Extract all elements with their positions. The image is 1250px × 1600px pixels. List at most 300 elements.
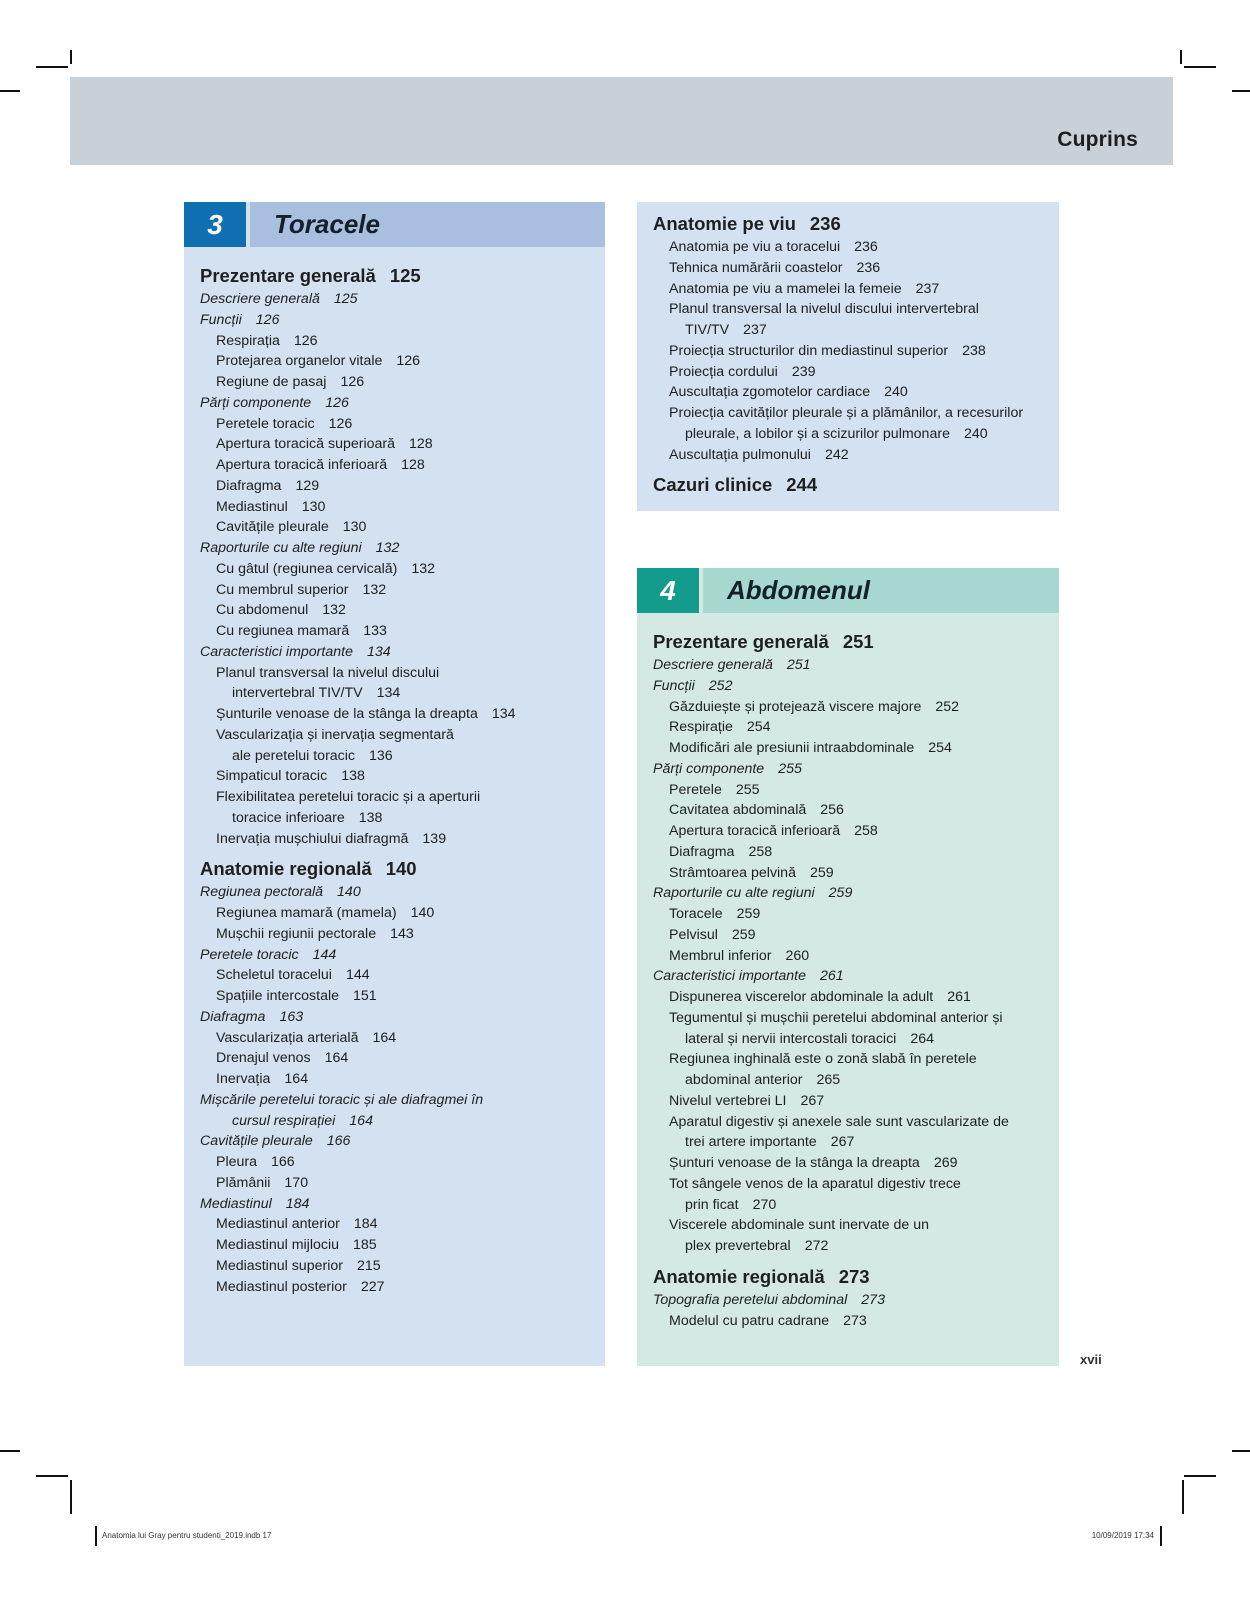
toc-entry-text: Membrul inferior	[669, 947, 772, 964]
toc-page-number: 151	[353, 988, 377, 1004]
toc-subsection	[653, 966, 1053, 987]
toc-entry-text: Apertura toracică inferioară	[669, 823, 841, 839]
toc-page-number: 164	[372, 1029, 397, 1046]
toc-entry-text: Anatomie pe viu	[653, 213, 796, 234]
toc-entry	[200, 924, 600, 945]
toc-entry	[653, 403, 1053, 424]
toc-entry-text: Șunturile venoase de la stânga la dreapta	[216, 706, 478, 722]
toc-entry-text: Nivelul vertebrei LI	[669, 1092, 787, 1109]
toc-page-number: 125	[389, 265, 421, 286]
toc-entry	[200, 559, 600, 580]
toc-page-number: 259	[731, 926, 756, 943]
toc-page-number: 259	[736, 906, 761, 922]
toc-entry-text: Proiecția cavităților pleurale și a plămânilor, a recesurilor	[669, 405, 1024, 421]
toc-page-number: 144	[312, 946, 337, 963]
toc-entry-text: Tehnica numărării coastelor	[669, 259, 843, 276]
toc-page-number: 258	[748, 843, 773, 860]
toc-entry-text: Scheletul toracelui	[216, 967, 332, 984]
toc-entry	[653, 717, 1053, 738]
toc-entry-text: Părți componente	[653, 760, 765, 777]
toc-entry-text: Protejarea organelor vitale	[216, 353, 383, 370]
toc-subsection	[200, 945, 600, 966]
toc-page-number: 184	[285, 1195, 310, 1212]
toc-page-number: 126	[293, 332, 318, 349]
toc-page-number: 185	[353, 1237, 377, 1253]
toc-entry	[653, 1153, 1053, 1174]
toc-entry	[200, 965, 600, 986]
toc-entry	[653, 1070, 1053, 1091]
toc-page-number: 126	[255, 311, 280, 328]
toc-subsection	[653, 676, 1053, 697]
toc-entry-text: ale peretelui toracic	[232, 747, 356, 764]
toc-page-number: 138	[341, 768, 365, 785]
toc-entry-text: Cu gâtul (regiunea cervicală)	[216, 560, 398, 577]
toc-entry	[200, 1069, 600, 1090]
toc-entry	[200, 517, 600, 538]
toc-page-number: 240	[963, 425, 988, 442]
toc-entry	[653, 1112, 1053, 1133]
toc-entry-text: Mediastinul	[216, 498, 288, 515]
crop-mark	[70, 1480, 72, 1514]
toc-entry	[653, 320, 1053, 341]
toc-entry-text: Cu membrul superior	[216, 581, 349, 598]
toc-entry-text: Plămânii	[216, 1174, 271, 1191]
crop-mark	[95, 1526, 97, 1546]
toc-entry	[653, 382, 1053, 403]
toc-page-number: 267	[800, 1092, 825, 1109]
toc-entry	[653, 1029, 1053, 1050]
toc-entry-text: Pleura	[216, 1154, 258, 1170]
toc-page-number: 254	[928, 740, 952, 756]
toc-page-number: 239	[791, 363, 816, 380]
crop-mark	[36, 66, 68, 68]
chapter-number: 4	[637, 568, 699, 613]
toc-page-number: 259	[828, 885, 853, 902]
toc-page-number: 270	[752, 1196, 777, 1213]
chapter-3-header	[184, 202, 605, 247]
toc-entry-text: Cazuri clinice	[653, 474, 773, 496]
chapter-3-toc	[200, 262, 600, 1297]
toc-entry-text: TIV/TV	[685, 322, 730, 338]
toc-page-number: 132	[322, 602, 346, 619]
toc-entry	[200, 1028, 600, 1049]
toc-entry-text: Auscultația zgomotelor cardiace	[669, 384, 871, 401]
toc-page-number: 267	[830, 1134, 855, 1151]
chapter-3-continued-toc	[653, 210, 1053, 498]
toc-page-number: 236	[809, 213, 841, 234]
toc-entry	[200, 1048, 600, 1069]
toc-page-number: 236	[854, 239, 878, 255]
toc-page-number: 126	[328, 415, 353, 432]
toc-entry-text: Mușchii regiunii pectorale	[216, 925, 377, 942]
toc-entry-text: cursul respirației	[232, 1112, 336, 1129]
toc-page-number: 132	[375, 540, 400, 556]
toc-entry-text: Regiunea mamară (mamela)	[216, 905, 397, 921]
toc-page-number: 258	[854, 823, 878, 839]
toc-entry-text: Mediastinul	[200, 1195, 272, 1212]
toc-section-heading	[200, 262, 600, 289]
footer-timestamp: 10/09/2019 17:34	[1091, 1531, 1154, 1540]
toc-page-number: 254	[746, 719, 771, 736]
toc-section-heading	[653, 1263, 1053, 1290]
toc-entry-text: intervertebral TIV/TV	[232, 685, 363, 702]
toc-page-number: 132	[362, 581, 387, 598]
toc-page-number: 273	[861, 1291, 885, 1308]
toc-entry-text: Mediastinul anterior	[216, 1216, 340, 1233]
toc-entry-text: Planul transversal la nivelul discului	[216, 664, 440, 681]
crop-mark	[70, 50, 72, 64]
toc-page-number: 129	[295, 477, 320, 494]
toc-entry	[200, 808, 600, 829]
toc-page-number: 126	[325, 394, 349, 411]
footer-file-info: Anatomia lui Gray pentru studenti_2019.indb 17	[102, 1531, 272, 1540]
toc-entry-text: prin ficat	[685, 1196, 739, 1213]
toc-entry-text: Aparatul digestiv și anexele sale sunt vascularizate de	[669, 1113, 1009, 1130]
toc-entry-text: Drenajul venos	[216, 1050, 311, 1067]
toc-page-number: 237	[915, 280, 940, 297]
toc-entry	[653, 821, 1053, 842]
toc-entry-text: Caracteristici importante	[653, 968, 806, 985]
toc-subsection	[200, 1111, 600, 1132]
toc-page-number: 251	[786, 657, 811, 673]
toc-entry	[200, 746, 600, 767]
toc-entry-text: Vascularizația și inervația segmentară	[216, 726, 454, 743]
toc-page-number: 140	[385, 858, 417, 880]
toc-page-number: 252	[935, 698, 960, 715]
toc-entry	[653, 738, 1053, 759]
toc-entry	[653, 925, 1053, 946]
toc-entry-text: Mediastinul superior	[216, 1257, 343, 1274]
toc-entry-text: lateral și nervii intercostali toracici	[685, 1030, 897, 1047]
toc-subsection	[653, 655, 1053, 676]
toc-entry-text: Inervația mușchiului diafragmă	[216, 830, 409, 847]
toc-page-number: 143	[390, 925, 414, 942]
toc-entry	[200, 766, 600, 787]
toc-page-number: 130	[342, 519, 367, 536]
chapter-title: Abdomenul	[703, 568, 1059, 613]
toc-subsection	[200, 1007, 600, 1028]
toc-page-number: 273	[838, 1265, 870, 1287]
toc-entry	[200, 331, 600, 352]
toc-entry-text: Inervația	[216, 1071, 271, 1087]
toc-entry	[653, 1195, 1053, 1216]
toc-page-number: 260	[785, 947, 810, 964]
toc-entry-text: Proiecția structurilor din mediastinul superior	[669, 342, 949, 359]
toc-entry-text: abdominal anterior	[685, 1072, 803, 1088]
toc-page-number: 125	[333, 291, 358, 307]
toc-page-number: 227	[360, 1278, 385, 1295]
toc-page-number: 261	[819, 968, 844, 985]
toc-page-number: 134	[491, 706, 516, 722]
toc-page-number: 265	[816, 1072, 841, 1088]
toc-entry	[200, 1235, 600, 1256]
toc-page-number: 166	[271, 1154, 295, 1170]
toc-entry	[200, 476, 600, 497]
toc-entry-text: Apertura toracică inferioară	[216, 457, 388, 473]
toc-entry	[200, 663, 600, 684]
chapter-title: Toracele	[250, 202, 605, 247]
toc-entry	[653, 1311, 1053, 1332]
toc-page-number: 139	[422, 830, 447, 847]
toc-entry-text: Modelul cu patru cadrane	[669, 1312, 830, 1329]
toc-page-number: 240	[884, 384, 908, 401]
crop-mark	[1160, 1526, 1162, 1546]
toc-page-number: 255	[735, 781, 760, 798]
toc-entry-text: Regiunea pectorală	[200, 884, 324, 901]
toc-subsection	[200, 538, 600, 559]
toc-entry-text: Peretele	[669, 781, 722, 798]
toc-page-number: 164	[284, 1071, 309, 1087]
toc-entry	[653, 1174, 1053, 1195]
toc-entry-text: Viscerele abdominale sunt inervate de un	[669, 1217, 930, 1234]
toc-page-number: 126	[396, 353, 421, 370]
toc-subsection	[653, 1290, 1053, 1311]
toc-entry-text: Peretele toracic	[216, 415, 315, 432]
toc-section-heading	[653, 628, 1053, 655]
toc-page-number: 144	[345, 967, 370, 984]
toc-page-number: 136	[369, 747, 393, 764]
toc-section-heading	[653, 210, 1053, 237]
toc-entry-text: Diafragma	[216, 477, 282, 494]
toc-entry	[653, 1091, 1053, 1112]
toc-entry-text: Planul transversal la nivelul discului intervertebral	[669, 301, 979, 318]
toc-entry	[200, 1173, 600, 1194]
toc-page-number: 272	[804, 1238, 829, 1254]
toc-entry	[200, 497, 600, 518]
toc-entry-text: Cavitățile pleurale	[200, 1133, 313, 1150]
toc-entry	[200, 414, 600, 435]
toc-entry	[653, 341, 1053, 362]
toc-entry-text: Diafragma	[200, 1008, 266, 1025]
toc-entry	[653, 904, 1053, 925]
toc-page-number: 256	[820, 802, 844, 819]
crop-mark	[1184, 66, 1216, 68]
toc-entry-text: Respirație	[669, 719, 733, 736]
toc-section-heading	[653, 471, 1053, 498]
toc-page-number: 273	[843, 1312, 867, 1329]
toc-entry-text: Anatomia pe viu a mamelei la femeie	[669, 280, 902, 297]
toc-page-number: 252	[708, 677, 733, 694]
toc-entry-text: Prezentare generală	[200, 265, 376, 286]
toc-entry	[200, 1152, 600, 1173]
chapter-number: 3	[184, 202, 246, 247]
toc-entry	[653, 1008, 1053, 1029]
toc-entry-text: Topografia peretelui abdominal	[653, 1291, 848, 1308]
toc-subsection	[200, 310, 600, 331]
toc-entry-text: Mediastinul mijlociu	[216, 1237, 340, 1253]
toc-entry-text: Pelvisul	[669, 926, 718, 943]
toc-entry-text: Funcții	[200, 311, 242, 328]
toc-entry	[200, 725, 600, 746]
header-band	[70, 77, 1173, 165]
toc-entry-text: Raporturile cu alte regiuni	[200, 540, 362, 556]
toc-subsection	[200, 1090, 600, 1111]
toc-entry-text: Raporturile cu alte regiuni	[653, 885, 815, 902]
toc-entry-text: pleurale, a lobilor și a scizurilor pulmonare	[685, 425, 950, 442]
toc-entry	[200, 986, 600, 1007]
toc-entry	[200, 1277, 600, 1298]
toc-page-number: 130	[301, 498, 326, 515]
toc-page-number: 170	[284, 1174, 309, 1191]
toc-subsection	[653, 883, 1053, 904]
toc-page-number: 259	[809, 864, 834, 881]
toc-page-number: 126	[340, 374, 365, 390]
toc-entry-text: Cavitățile pleurale	[216, 519, 329, 536]
toc-entry-text: Cu regiunea mamară	[216, 623, 350, 639]
toc-entry	[200, 455, 600, 476]
toc-page-number: 237	[743, 322, 767, 338]
toc-entry-text: Prezentare generală	[653, 631, 829, 652]
toc-entry-text: Părți componente	[200, 394, 312, 411]
page-title: Cuprins	[1057, 128, 1138, 151]
toc-page-number: 215	[356, 1257, 381, 1274]
toc-entry-text: Simpaticul toracic	[216, 768, 328, 785]
toc-page-number: 264	[910, 1030, 934, 1047]
toc-entry	[653, 863, 1053, 884]
toc-page-number: 164	[349, 1112, 373, 1129]
toc-page-number: 255	[778, 760, 802, 777]
toc-entry	[200, 372, 600, 393]
toc-entry	[653, 697, 1053, 718]
toc-entry-text: Modificări ale presiunii intraabdominale	[669, 740, 915, 756]
toc-entry	[200, 621, 600, 642]
crop-mark	[0, 1450, 20, 1452]
toc-entry-text: Strâmtoarea pelvină	[669, 864, 796, 881]
toc-entry	[653, 946, 1053, 967]
toc-entry-text: Toracele	[669, 906, 723, 922]
toc-entry-text: Tot sângele venos de la aparatul digestiv trece	[669, 1175, 961, 1192]
toc-subsection	[200, 1194, 600, 1215]
toc-page-number: 269	[933, 1155, 958, 1171]
toc-entry-text: toracice inferioare	[232, 809, 345, 826]
toc-entry	[200, 434, 600, 455]
toc-page-number: 242	[824, 446, 849, 463]
toc-entry-text: Descriere generală	[200, 291, 320, 307]
toc-entry-text: Găzduiește și protejează viscere majore	[669, 698, 922, 715]
toc-entry-text: Peretele toracic	[200, 946, 299, 963]
toc-subsection	[200, 882, 600, 903]
toc-subsection	[200, 642, 600, 663]
toc-entry-text: Anatomie regională	[200, 858, 372, 880]
toc-page-number: 140	[337, 884, 361, 901]
toc-entry-text: Dispunerea viscerelor abdominale la adult	[669, 989, 934, 1005]
toc-entry	[653, 800, 1053, 821]
toc-entry-text: Șunturi venoase de la stânga la dreapta	[669, 1155, 920, 1171]
toc-entry	[653, 279, 1053, 300]
toc-page-number: 128	[401, 457, 425, 473]
toc-entry-text: Descriere generală	[653, 657, 773, 673]
toc-page-number: 238	[962, 342, 986, 359]
toc-entry	[200, 1256, 600, 1277]
toc-entry-text: Regiune de pasaj	[216, 374, 327, 390]
toc-entry	[653, 842, 1053, 863]
toc-entry	[653, 987, 1053, 1008]
page-number: xvii	[1080, 1352, 1102, 1367]
toc-entry-text: Mișcările peretelui toracic și ale diafragmei în	[200, 1091, 484, 1108]
toc-page-number: 138	[358, 809, 383, 826]
toc-entry-text: Regiunea inghinală este o zonă slabă în peretele	[669, 1051, 977, 1068]
toc-page-number: 132	[411, 560, 436, 577]
crop-mark	[36, 1475, 68, 1477]
toc-subsection	[200, 1131, 600, 1152]
crop-mark	[0, 90, 20, 92]
toc-page-number: 251	[842, 631, 874, 652]
toc-entry	[653, 1215, 1053, 1236]
crop-mark	[1232, 1450, 1250, 1452]
toc-entry	[653, 299, 1053, 320]
toc-entry	[653, 1132, 1053, 1153]
toc-entry	[653, 445, 1053, 466]
toc-entry-text: plex prevertebral	[685, 1238, 791, 1254]
toc-entry-text: Vascularizația arterială	[216, 1029, 359, 1046]
toc-section-heading	[200, 855, 600, 882]
toc-entry-text: trei artere importante	[685, 1134, 817, 1151]
toc-subsection	[200, 393, 600, 414]
toc-page-number: 164	[324, 1050, 349, 1067]
toc-subsection	[200, 289, 600, 310]
toc-entry	[653, 362, 1053, 383]
toc-entry-text: Cu abdomenul	[216, 602, 309, 619]
toc-entry	[200, 787, 600, 808]
toc-entry-text: Auscultația pulmonului	[669, 446, 811, 463]
toc-entry	[653, 1049, 1053, 1070]
toc-entry	[200, 903, 600, 924]
toc-entry	[653, 1236, 1053, 1257]
toc-entry-text: Anatomie regională	[653, 1265, 825, 1287]
toc-entry	[653, 258, 1053, 279]
toc-page-number: 140	[410, 905, 435, 921]
crop-mark	[1184, 1475, 1216, 1477]
toc-page-number: 166	[326, 1133, 351, 1150]
toc-page-number: 184	[353, 1216, 378, 1233]
toc-page-number: 134	[366, 643, 391, 660]
toc-entry-text: Proiecția cordului	[669, 363, 778, 380]
chapter-4-toc	[653, 628, 1053, 1331]
toc-page-number: 128	[409, 436, 433, 453]
toc-entry	[200, 683, 600, 704]
toc-entry-text: Flexibilitatea peretelui toracic și a aperturii	[216, 789, 481, 805]
toc-entry	[653, 424, 1053, 445]
toc-entry	[653, 780, 1053, 801]
toc-page-number: 236	[856, 259, 881, 276]
toc-entry	[200, 351, 600, 372]
toc-entry-text: Caracteristici importante	[200, 643, 353, 660]
toc-entry	[200, 1214, 600, 1235]
toc-page-number: 133	[363, 623, 387, 639]
toc-page-number: 134	[376, 685, 401, 702]
toc-entry-text: Anatomia pe viu a toracelui	[669, 239, 841, 255]
toc-page-number: 244	[786, 474, 818, 496]
crop-mark	[1180, 50, 1182, 64]
toc-page-number: 261	[947, 989, 971, 1005]
toc-entry-text: Mediastinul posterior	[216, 1278, 347, 1295]
toc-entry-text: Tegumentul și mușchii peretelui abdominal anterior și	[669, 1009, 1003, 1026]
toc-entry	[200, 829, 600, 850]
toc-page-number: 163	[279, 1008, 304, 1025]
toc-entry-text: Cavitatea abdominală	[669, 802, 807, 819]
toc-entry-text: Spațiile intercostale	[216, 988, 340, 1004]
crop-mark	[1182, 1480, 1184, 1514]
toc-entry	[200, 580, 600, 601]
crop-mark	[1232, 90, 1250, 92]
toc-entry-text: Respirația	[216, 332, 280, 349]
toc-entry-text: Funcții	[653, 677, 695, 694]
toc-entry	[200, 704, 600, 725]
toc-entry	[200, 600, 600, 621]
toc-subsection	[653, 759, 1053, 780]
chapter-4-header	[637, 568, 1059, 613]
toc-entry-text: Diafragma	[669, 843, 735, 860]
